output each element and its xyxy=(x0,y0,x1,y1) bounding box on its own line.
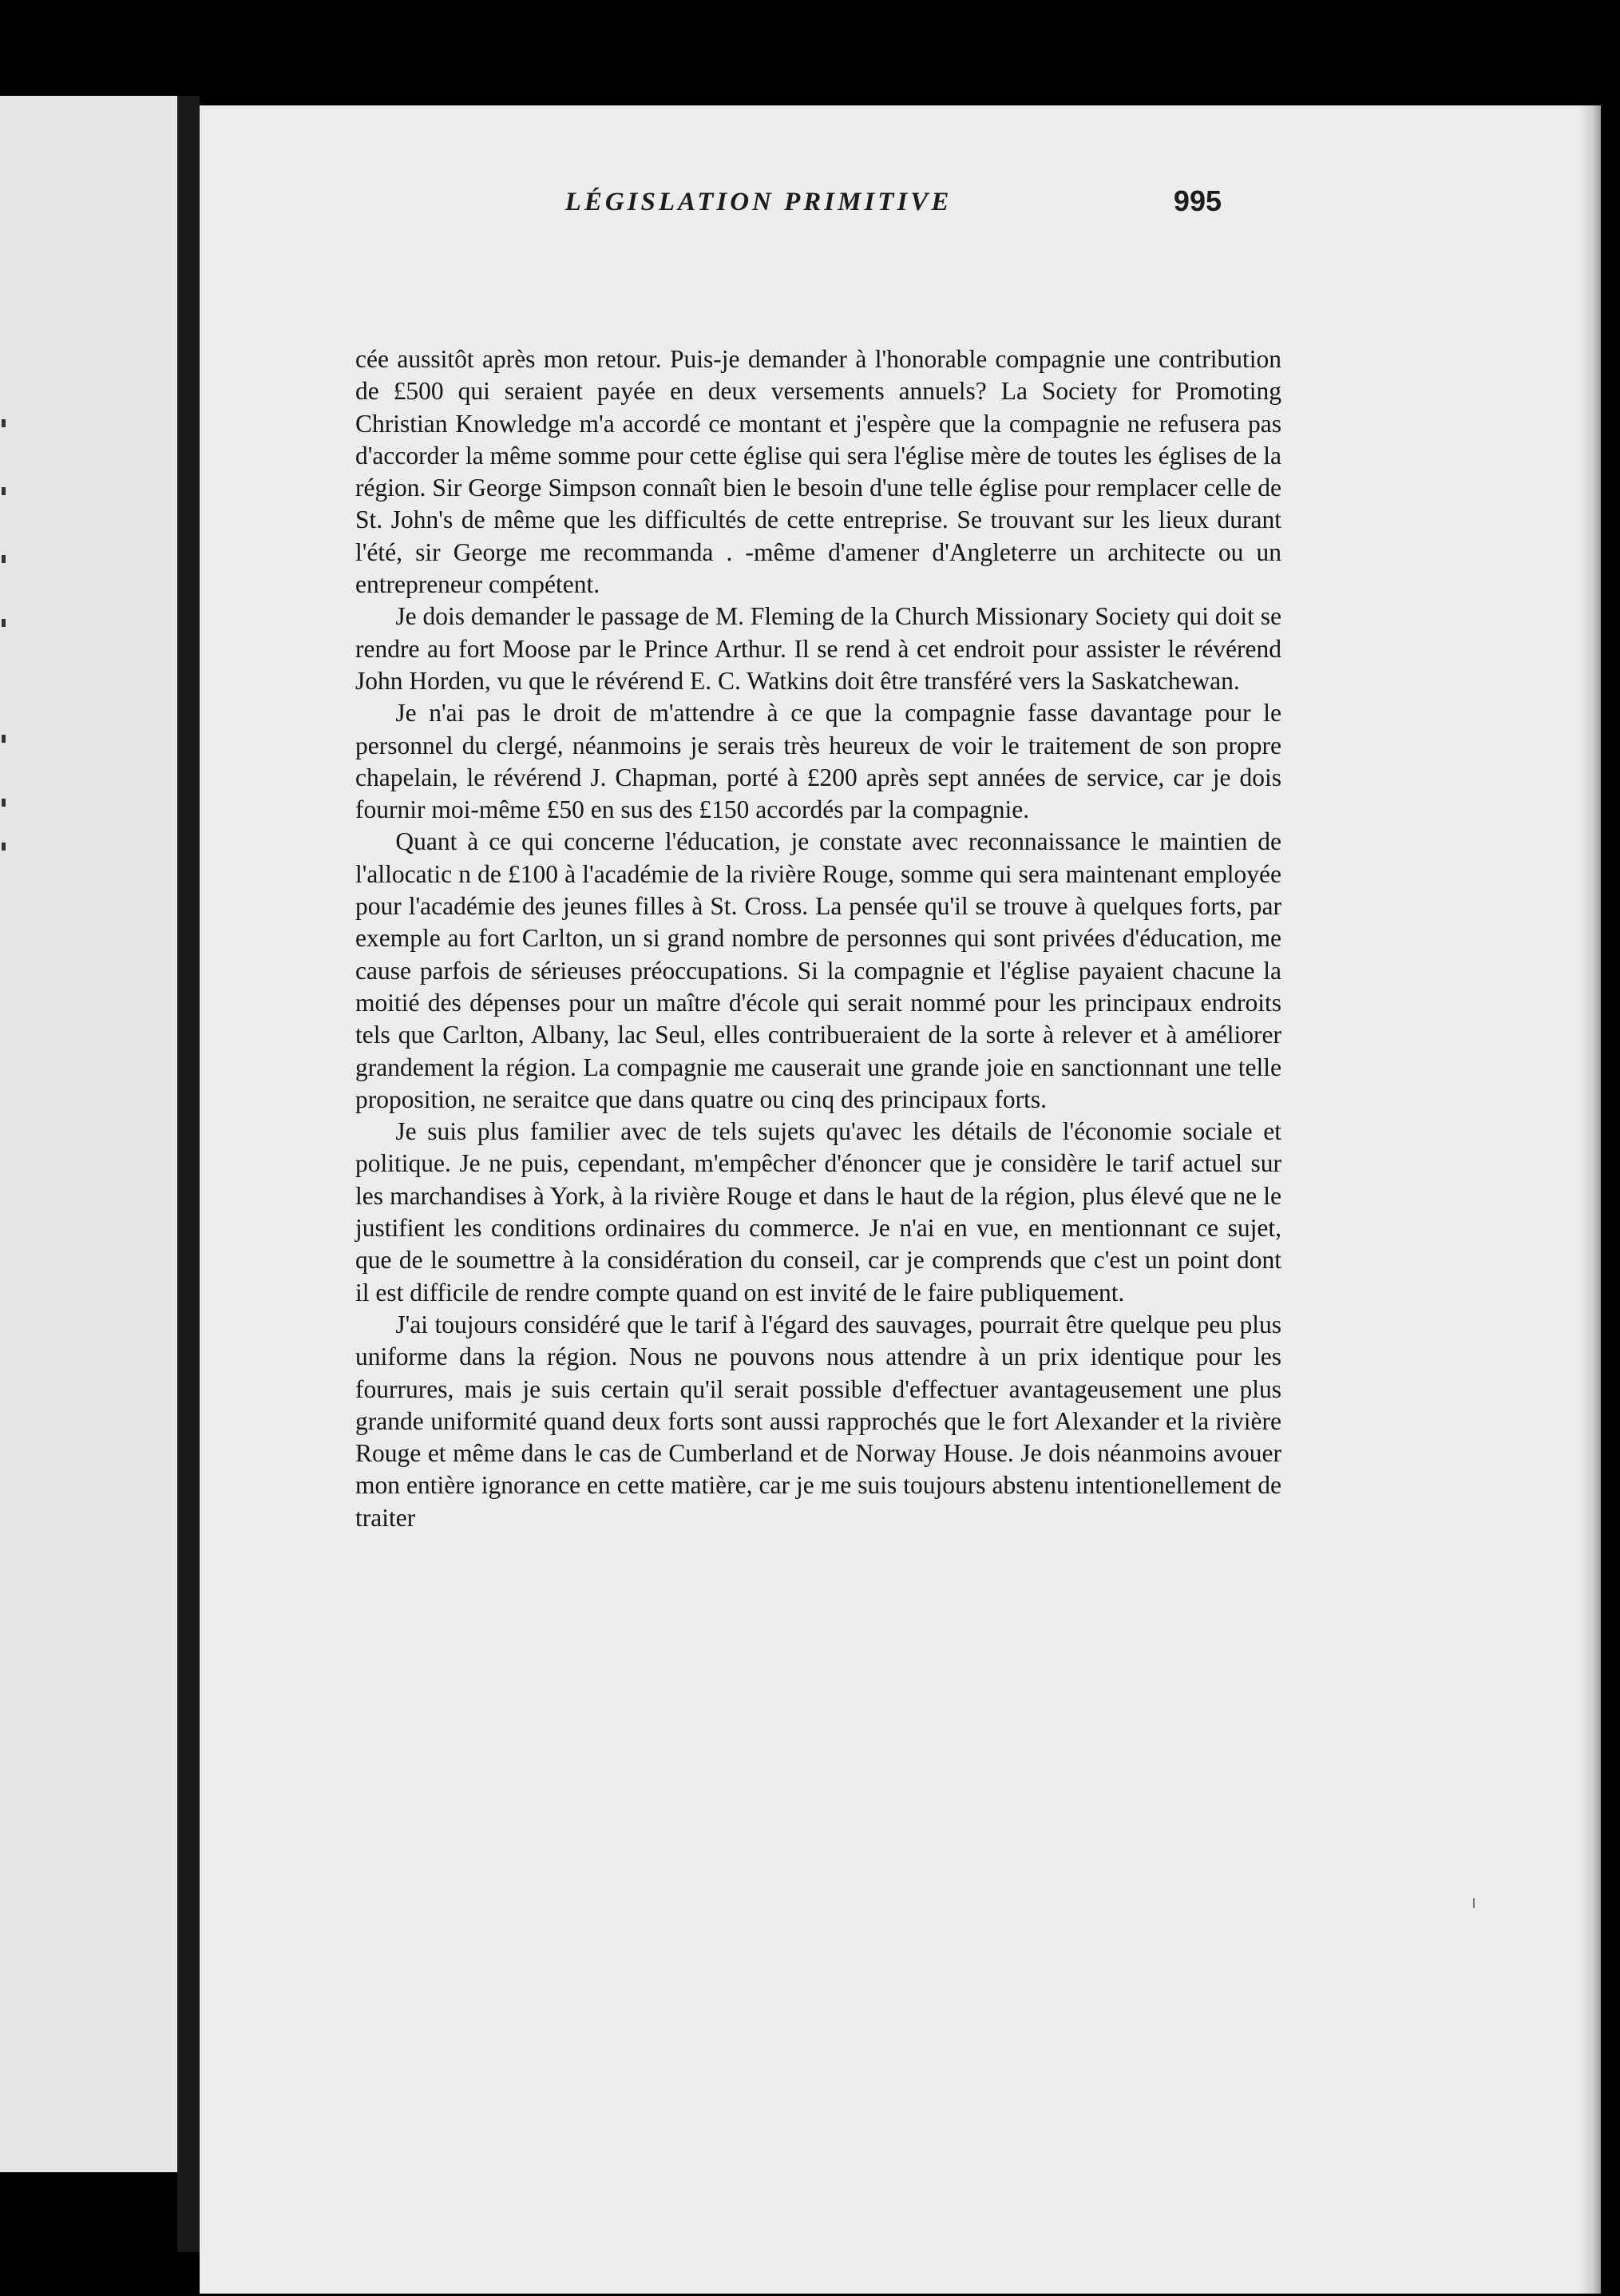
paragraph: cée aussitôt après mon retour. Puis-je demander à l'honorable compagnie une contribution de £500 qui seraient payée en deux versements annuels? La Society for Promoting Christian Knowledge m'a accordé ce montant et j'espère que la compagnie ne refusera pas d'accorder la même somme pour cette église qui sera l'église mère de toutes les églises de la région. Sir George Simpson connaît bien le besoin d'une telle église pour remplacer celle de St. John's de même que les difficultés de cette entreprise. Se trouvant sur les lieux durant l'été, sir George me recommanda . -même d'amener d'Angleterre un architecte ou un entrepreneur compétent. xyxy=(355,345,1281,599)
facing-page-mark xyxy=(2,799,6,807)
facing-page-mark xyxy=(2,843,6,851)
running-head xyxy=(423,184,1222,236)
paragraph: Je n'ai pas le droit de m'attendre à ce que la compagnie fasse davantage pour le personnel du clergé, néanmoins je serais très heureux de voir le traitement de son propre chapelain, le révérend J. Chapman, porté à £200 après sept années de service, car je dois fournir moi-même £50 en sus des £150 accordés par la compagnie. xyxy=(355,699,1281,824)
facing-page-edge xyxy=(0,96,177,2172)
margin-mark xyxy=(1473,1898,1475,1908)
paragraph: J'ai toujours considéré que le tarif à l'égard des sauvages, pourrait être quelque peu plus uniforme dans la région. Nous ne pouvons nous attendre à un prix identique pour les fourrures, mais je suis certain qu'il serait possible d'effectuer avantageusement une plus grande uniformité quand deux forts sont aussi rapprochés que le fort Alexander et la rivière Rouge et même dans le cas de Cumberland et de Norway House. Je dois néanmoins avouer mon entière ignorance en cette matière, car je me suis toujours abstenu intentionellement de traiter xyxy=(355,1310,1281,1532)
facing-page-mark xyxy=(2,487,6,495)
page-edge-shadow xyxy=(1580,105,1601,2294)
paragraph: Quant à ce qui concerne l'éducation, je constate avec reconnaissance le maintien de l'allocatic n de £100 à l'académie de la rivière Rouge, somme qui sera maintenant employée pour l'académie des jeunes filles à St. Cross. La pensée qu'il se trouve à quelques forts, par exemple au fort Carlton, un si grand nombre de personnes qui sont privées d'éducation, me cause parfois de sérieuses préoccupations. Si la compagnie et l'église payaient chacune la moitié des dépenses pour un maître d'école qui serait nommé pour les principaux endroits tels que Carlton, Albany, lac Seul, elles contribueraient de la sorte à relever et à améliorer grandement la région. La compagnie me causerait une grande joie en sanctionnant une telle proposition, ne seraitce que dans quatre ou cinq des principaux forts. xyxy=(355,827,1281,1113)
facing-page-mark xyxy=(2,735,6,743)
facing-page-mark xyxy=(2,419,6,427)
facing-page-mark xyxy=(2,619,6,627)
paragraph: Je dois demander le passage de M. Fleming de la Church Missionary Society qui doit se rendre au fort Moose par le Prince Arthur. Il se rend à cet endroit pour assister le révérend John Horden, vu que le révérend E. C. Watkins doit être transféré vers la Saskatchewan. xyxy=(355,602,1281,695)
running-title: LÉGISLATION PRIMITIVE xyxy=(564,188,953,216)
facing-page-mark xyxy=(2,555,6,563)
book-gutter xyxy=(177,96,200,2252)
body-text xyxy=(355,343,1281,1534)
paragraph: Je suis plus familier avec de tels sujets qu'avec les détails de l'économie sociale et politique. Je ne puis, cependant, m'empêcher d'énoncer que je considère le tarif actuel sur les marchandises à York, à la rivière Rouge et dans le haut de la région, plus élevé que ne le justifient les conditions ordinaires du commerce. Je n'ai en vue, en mentionnant ce sujet, que de le soumettre à la considération du conseil, car je comprends que c'est un point dont il est difficile de rendre compte quand on est invité de le faire publiquement. xyxy=(355,1117,1281,1307)
page-number: 995 xyxy=(1173,184,1222,217)
